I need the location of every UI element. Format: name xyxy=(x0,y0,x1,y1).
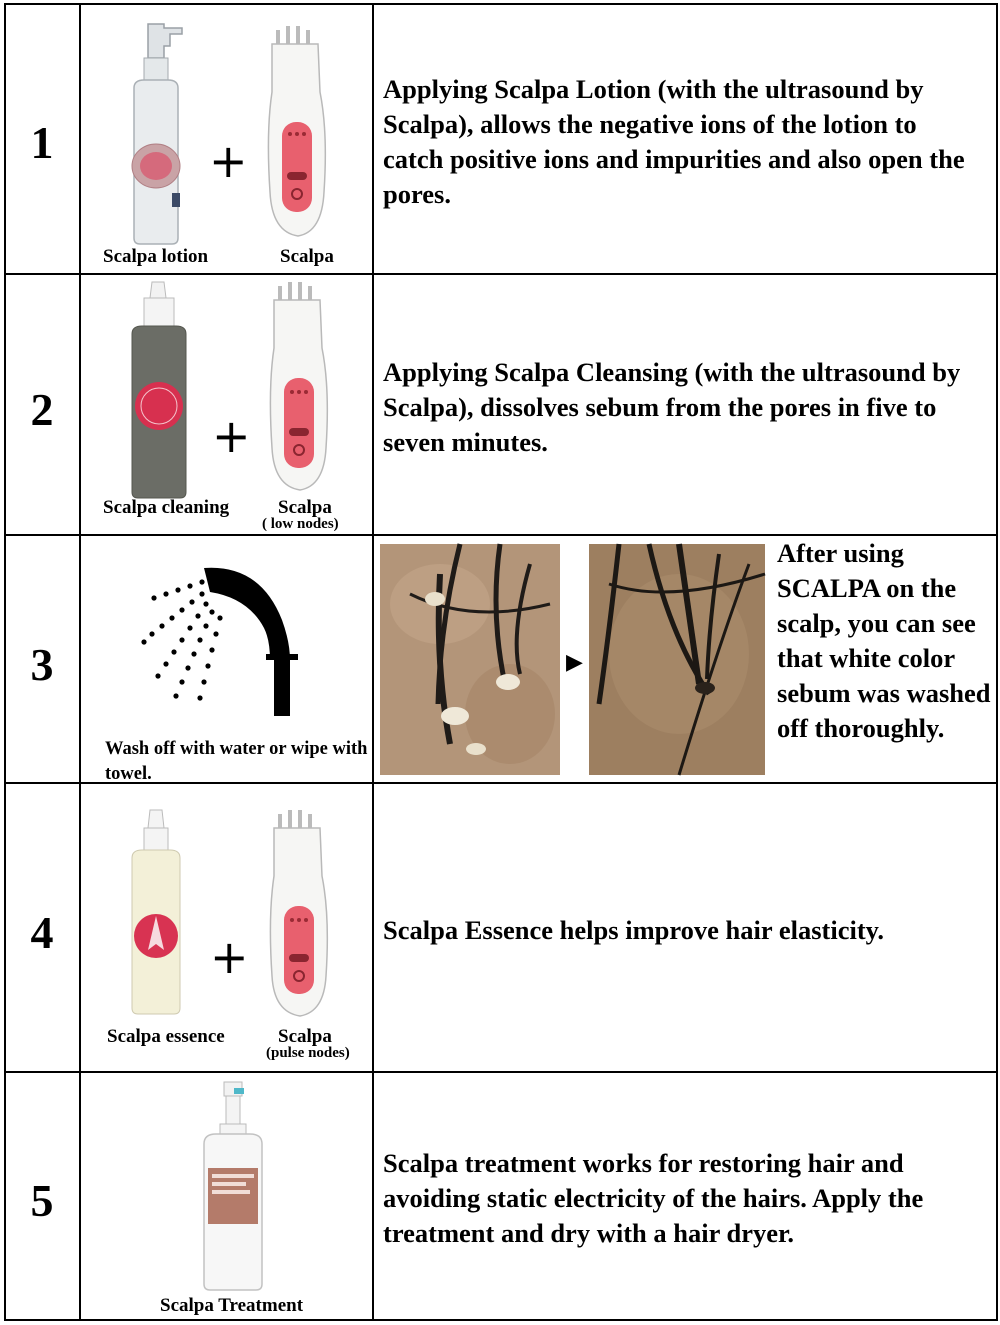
col-divider-1 xyxy=(79,3,81,1321)
device-label: Scalpa xyxy=(278,1026,332,1047)
step-number: 1 xyxy=(30,117,54,168)
plus-sign: + xyxy=(212,409,251,463)
step-number: 4 xyxy=(30,907,54,958)
product-label: Scalpa cleaning xyxy=(103,497,230,518)
scalp-after-photo xyxy=(589,544,765,775)
plus-sign: + xyxy=(210,930,249,984)
shower-head-icon xyxy=(140,560,300,720)
spray-bottle-icon xyxy=(200,1080,270,1292)
scalp-before-photo xyxy=(380,544,560,775)
bottle-icon xyxy=(128,278,190,500)
row-divider-4 xyxy=(4,1071,998,1073)
table-border-top xyxy=(4,3,998,5)
step-number: 2 xyxy=(30,384,54,435)
step-description: Scalpa treatment works for restoring hair and avoiding static electricity of the hairs. Apply the treatment and dry with a hair dryer. xyxy=(383,1148,924,1248)
arrow-right-icon: ▶ xyxy=(566,650,583,675)
bottle-icon xyxy=(128,806,184,1018)
product-label: Scalpa Treatment xyxy=(160,1295,304,1316)
table-border-right xyxy=(996,3,998,1321)
step-description: After using SCALPA on the scalp, you can see that white color sebum was washed off thoroughly. xyxy=(777,538,991,743)
ultrasonic-device-icon xyxy=(264,280,344,500)
step-number: 3 xyxy=(30,639,54,690)
plus-sign: + xyxy=(209,134,248,188)
table-border-bottom xyxy=(4,1319,998,1321)
device-sublabel: (pulse nodes) xyxy=(266,1045,350,1061)
step-description: Scalpa Essence helps improve hair elasticity. xyxy=(383,915,885,945)
row-divider-1 xyxy=(4,273,998,275)
bottle-icon xyxy=(120,18,190,243)
step-caption: Wash off with water or wipe with towel. xyxy=(105,739,368,784)
product-label: Scalpa essence xyxy=(107,1026,225,1047)
step-number: 5 xyxy=(30,1175,54,1226)
device-sublabel: ( low nodes) xyxy=(262,516,339,532)
device-label: Scalpa xyxy=(280,246,334,267)
product-label: Scalpa lotion xyxy=(103,246,209,267)
ultrasonic-device-icon xyxy=(264,806,344,1026)
step-description: Applying Scalpa Cleansing (with the ultrasound by Scalpa), dissolves sebum from the pores in five to seven minutes. xyxy=(383,357,961,457)
ultrasonic-device-icon xyxy=(262,22,342,242)
col-divider-2 xyxy=(372,3,374,1321)
step-description: Applying Scalpa Lotion (with the ultrasound by Scalpa), allows the negative ions of the lotion to catch positive ions and impurities and also open the pores. xyxy=(383,74,965,209)
device-label: Scalpa xyxy=(278,497,332,518)
